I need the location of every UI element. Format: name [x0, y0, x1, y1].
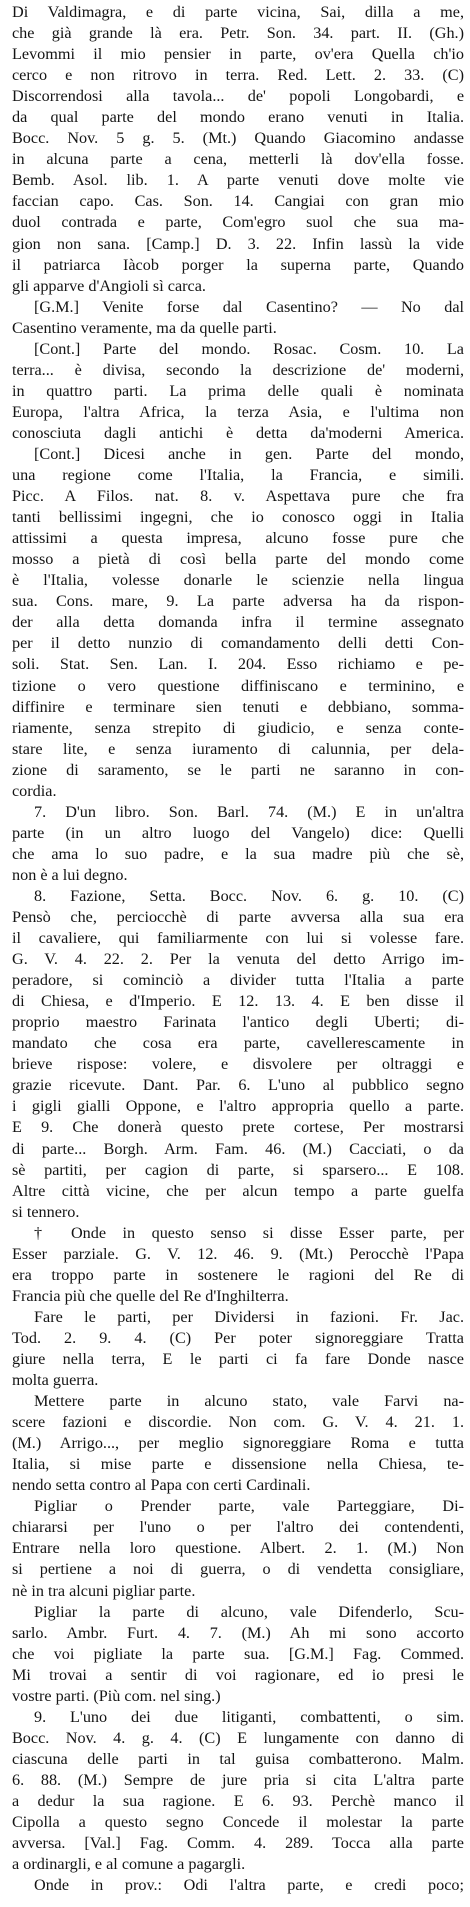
text-line: soli. Stat. Sen. Lan. I. 204. Esso richiamo e pe- — [12, 655, 464, 674]
text-line: in alcuna parte a cena, metterli là dov'ella fosse. — [12, 150, 464, 169]
text-line: Europa, l'altra Africa, la terza Asia, e l'ultima non — [12, 402, 464, 421]
text-line: Tod. 2. 9. 4. (C) Per poter signoreggiare Tratta — [12, 1328, 464, 1347]
text-line: Entrare nella loro questione. Albert. 2. 1. (M.) Non — [12, 1539, 464, 1558]
text-line: terra... è divisa, secondo la descrizione de' moderni, — [12, 360, 464, 379]
text-line: sua. Cons. mare, 9. La parte adversa ha da rispon- — [12, 592, 464, 611]
text-line: sarlo. Ambr. Furt. 4. 7. (M.) Ah mi sono accorto — [12, 1623, 464, 1642]
text-line: † Onde in questo senso si disse Esser parte, per — [34, 1223, 464, 1242]
text-line: (M.) Arrigo..., per meglio signoreggiare Roma e tutta — [12, 1434, 464, 1453]
text-line: peradore, si cominciò a divider tutta l'Italia a parte — [12, 971, 464, 990]
text-line: der alla detta domanda infra il termine assegnato — [12, 613, 464, 632]
text-line: G. V. 4. 22. 2. Per la venuta del detto Arrigo im- — [12, 950, 464, 969]
text-line: tanti bellissimi ingegni, che io conosco oggi in Italia — [12, 508, 464, 527]
text-line: gli apparve d'Angioli sì carca. — [12, 276, 206, 295]
text-line: una regione come l'Italia, la Francia, e simili. — [12, 466, 464, 485]
text-line: tizione o vero questione diffiniscano e terminino, e — [12, 676, 464, 695]
text-line: proprio maestro Farinata l'antico degli Uberti; di- — [12, 1013, 464, 1032]
text-line: Onde in prov.: Odi l'altra parte, e credi poco; — [34, 1876, 464, 1895]
text-line: si pertiene a noi di guerra, o di vendetta consigliare, — [12, 1560, 464, 1579]
text-line: Discorrendosi alla tavola... de' popoli Longobardi, e — [12, 87, 464, 106]
text-line: diffinire e terminare sien tenuti e debbiano, somma- — [12, 697, 464, 716]
text-line: 6. 88. (M.) Sempre de jure pria si cita L'altra parte — [12, 1770, 464, 1789]
text-line: stare lite, e senza iuramento di calunnia, per dela- — [12, 739, 464, 758]
text-line: duol contrada e parte, Com'egro suol che sua ma- — [12, 213, 464, 232]
text-line: si tennero. — [12, 1202, 80, 1221]
text-line: Pigliar o Prender parte, vale Parteggiare, Di- — [34, 1497, 464, 1516]
text-line: faccian capo. Cas. Son. 14. Cangiai con gran mio — [12, 192, 464, 211]
text-line: grazie ricevute. Dant. Par. 6. L'uno al pubblico segno — [12, 1076, 464, 1095]
text-line: Mi trovai a sentir di voi ragionare, ed io presi le — [12, 1665, 464, 1684]
text-line: Levommi il mio pensier in parte, ov'era Quella ch'io — [12, 45, 464, 64]
text-line: ciascuna delle parti in tal guisa combatterono. Malm. — [12, 1749, 464, 1768]
text-line: sè partiti, per cagion di parte, si sparsero... E 108. — [12, 1160, 464, 1179]
text-line: [Cont.] Dicesi anche in gen. Parte del mondo, — [34, 444, 464, 463]
text-line: per il detto nunzio di comandamento delli detti Con- — [12, 634, 464, 653]
text-line: Pigliar la parte di alcuno, vale Difenderlo, Scu- — [34, 1602, 464, 1621]
text-line: 7. D'un libro. Son. Barl. 74. (M.) E in un'altra — [34, 802, 464, 821]
text-line: cerco e non ritrovo in terra. Red. Lett. 2. 33. (C) — [12, 66, 464, 85]
text-line: cordia. — [12, 781, 57, 800]
text-line: il cavaliere, qui familiarmente con lui si volesse fare. — [12, 929, 464, 948]
text-line: Di Valdimagra, e di parte vicina, Sai, dilla a me, — [12, 3, 464, 21]
text-line: che voi pigliate la parte sua. [G.M.] Fag. Commed. — [12, 1644, 464, 1663]
text-line: Italia, si mise parte e dissensione nella Chiesa, te- — [12, 1455, 464, 1474]
text-line: zione di saramento, se le parti ne saranno in con- — [12, 760, 464, 779]
text-line: E 9. Che donerà questo prete cortese, Per mostrarsi — [12, 1118, 464, 1137]
text-line: di parte... Borgh. Arm. Fam. 46. (M.) Cacciati, o da — [12, 1139, 464, 1158]
text-line: mosso a pietà di così bella parte del mondo come — [12, 550, 464, 569]
text-line: in quattro parti. La prima delle quali è nominata — [12, 381, 464, 400]
text-line: di Chiesa, e d'Imperio. E 12. 13. 4. E ben disse il — [12, 992, 464, 1011]
text-line: Bemb. Asol. lib. 1. A parte venuti dove molte vie — [12, 171, 464, 190]
text-line: che già grande là era. Petr. Son. 34. part. II. (Gh.) — [12, 24, 464, 43]
text-line: il patriarca Iàcob porger la superna parte, Quando — [12, 255, 464, 274]
text-line: che ama lo suo padre, e la sua madre più che sè, — [12, 844, 464, 863]
text-line: non è a lui degno. — [12, 865, 128, 884]
text-line: da qual parte del mondo erano venuti in Italia. — [12, 108, 464, 127]
text-line: chiararsi per l'uno o per l'altro dei contendenti, — [12, 1518, 464, 1537]
text-column — [12, 2, 464, 1896]
text-line: avversa. [Val.] Fag. Comm. 4. 289. Tocca alla parte — [12, 1834, 464, 1853]
text-line: Pensò che, perciocchè di parte avversa alla sua era — [12, 908, 464, 927]
text-line: i gigli gialli Oppone, e l'altro appropria quello a parte. — [12, 1097, 464, 1116]
text-line: Mettere parte in alcuno stato, vale Farvi na- — [34, 1392, 464, 1411]
text-line: [Cont.] Parte del mondo. Rosac. Cosm. 10. La — [34, 339, 464, 358]
text-line: Bocc. Nov. 5 g. 5. (Mt.) Quando Giacomino andasse — [12, 129, 464, 148]
text-line: vostre parti. (Più com. nel sing.) — [12, 1686, 221, 1705]
text-line: gion non sana. [Camp.] D. 3. 22. Infin lassù la vide — [12, 234, 464, 253]
text-line: 9. L'uno dei due litiganti, combattenti, o sim. — [34, 1707, 464, 1726]
text-line: parte (in un altro luogo del Vangelo) dice: Quelli — [12, 823, 464, 842]
text-line: a dedur la sua ragione. E 6. 93. Perchè manco il — [12, 1791, 464, 1810]
text-line: giure nella terra, E le parti ci fa fare Donde nasce — [12, 1350, 464, 1368]
text-line: scere fazioni e discordie. Non com. G. V. 4. 21. 1. — [12, 1413, 464, 1432]
text-line: era troppo parte in sostenere le ragioni del Re di — [12, 1265, 464, 1284]
text-line: Casentino veramente, ma da quelle parti. — [12, 318, 277, 337]
text-line: nendo setta contro al Papa con certi Cardinali. — [12, 1476, 311, 1495]
text-line: Fare le parti, per Dividersi in fazioni. Fr. Jac. — [34, 1307, 464, 1326]
text-line: Esser parziale. G. V. 12. 46. 9. (Mt.) Perocchè l'Papa — [12, 1244, 464, 1263]
text-line: nè in tra alcuni pigliar parte. — [12, 1581, 196, 1600]
text-line: Picc. A Filos. nat. 8. v. Aspettava pure che fra — [12, 487, 464, 506]
text-line: 8. Fazione, Setta. Bocc. Nov. 6. g. 10. (C) — [34, 886, 464, 905]
text-line: molta guerra. — [12, 1371, 99, 1390]
text-line: Bocc. Nov. 4. g. 4. (C) E lungamente con danno di — [12, 1728, 464, 1747]
text-line: a ordinargli, e al comune a pagargli. — [12, 1855, 246, 1874]
text-line: mandato che cosa era parte, cavellerescamente in — [12, 1034, 464, 1053]
text-line: Altre città vicine, che per alcun tempo a parte guelfa — [12, 1181, 464, 1200]
text-line: Cipolla a questo segno Concede il molestar la parte — [12, 1813, 464, 1832]
text-line: conosciuta dagli antichi è detta da'moderni America. — [12, 423, 464, 442]
text-line: riamente, senza strepito di giudicio, e senza conte- — [12, 718, 464, 737]
text-line: brieve rispose: volere, e disvolere per oltraggi e — [12, 1055, 464, 1074]
text-line: attissimi a questa impresa, alcuno fosse pure che — [12, 529, 464, 548]
text-line: Francia più che quelle del Re d'Inghilterra. — [12, 1286, 289, 1305]
text-line: è l'Italia, volesse donarle le scienzie nella lingua — [12, 571, 464, 590]
text-line: [G.M.] Venite forse dal Casentino? — No dal — [34, 297, 464, 316]
